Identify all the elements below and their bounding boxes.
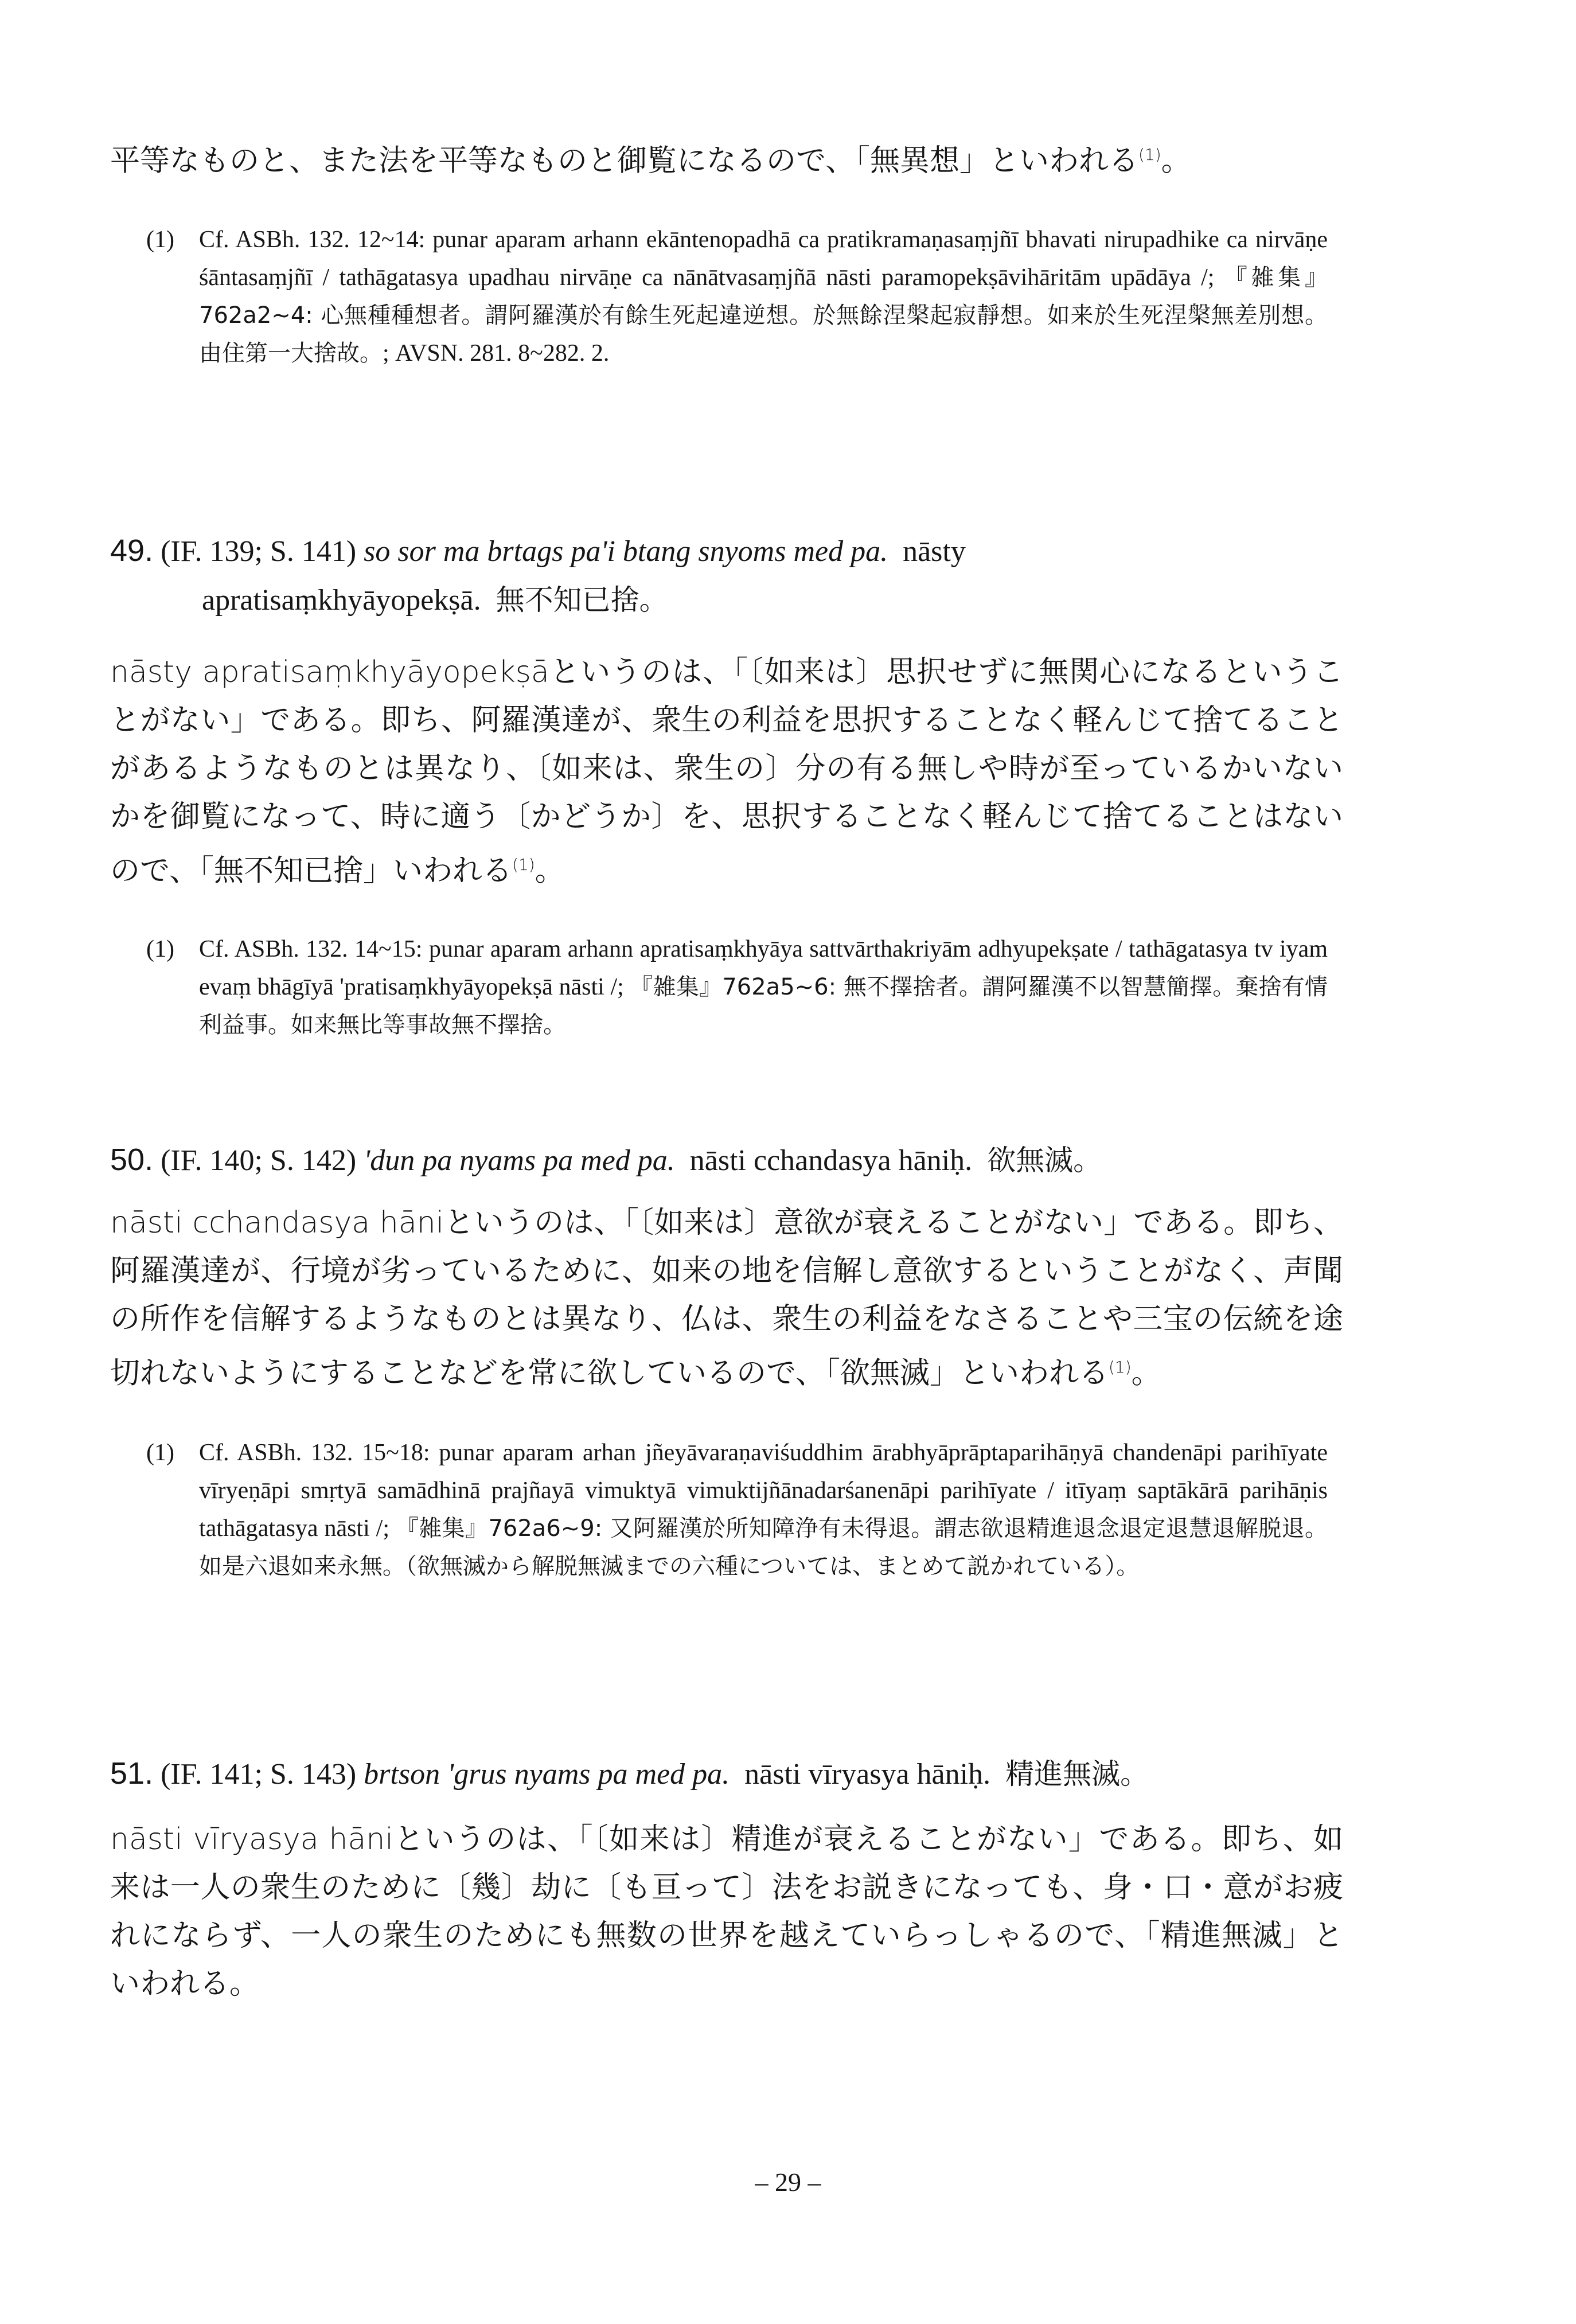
body-paragraph-49 [110, 648, 1343, 895]
footnote-1 [146, 221, 1328, 372]
paragraph-text: nāsti vīryasya hāniというのは、「〔如来は〕精進が衰えることがない」である。即ち、如来は一人の衆生のために〔幾〕劫に〔も亘って〕法をお説きになっても、身・口・意がお疲れにならず、一人の衆生のためにも無数の世界を越えていらっしゃるので、「精進無滅」といわれる。 [110, 1822, 1343, 2001]
tibetan-term: 'dun pa nyams pa med pa. [364, 1144, 675, 1177]
footnote-latin: Cf. ASBh. 132. 12~14: punar aparam arhann ekāntenopadhā ca pratikramaṇasaṃjñī bhavati nirupadhike ca nirvāṇe śāntasaṃjñī / tathāgatasya upadhau nirvāṇe ca nānātvasaṃjñā nāsti paramopekṣāvihāritām upādāya /; [199, 227, 1328, 291]
paragraph-end: 。 [1131, 1356, 1161, 1391]
footnote-latin-tail: ; AVSN. 281. 8~282. 2. [383, 340, 610, 366]
section-heading-49 [110, 527, 1372, 625]
tibetan-term: brtson 'grus nyams pa med pa. [364, 1758, 730, 1791]
sanskrit-term-cont: apratisaṃkhyāyopekṣā. [202, 584, 481, 617]
section-number: 50. [110, 1142, 154, 1177]
section-heading-50 [110, 1136, 1372, 1185]
footnote-mark: (1) [146, 227, 174, 253]
sanskrit-term: nāsti cchandasya hāniḥ. [689, 1144, 973, 1177]
paragraph-end: 。 [535, 853, 565, 888]
paragraph-text: nāsti cchandasya hāniというのは、「〔如来は〕意欲が衰えることがない」である。即ち、阿羅漢達が、行境が劣っているために、如来の地を信解し意欲するということがなく、声聞の所作を信解するようなものとは異なり、仏は、衆生の利益をなさることや三宝の伝統を途切れないようにすることなどを常に欲しているので、「欲無滅」といわれる [110, 1206, 1343, 1391]
section-ref: (IF. 139; S. 141) [161, 535, 357, 568]
page-number: – 29 – [755, 2167, 821, 2197]
footnote-chinese: 『雑集』762a2~4: 心無種種想者。謂阿羅漢於有餘生死起違逆想。於無餘涅槃起寂靜想。如来於生死涅槃無差別想。由住第一大捨故。 [199, 264, 1328, 366]
sanskrit-term: nāsty [903, 535, 966, 568]
chinese-term: 精進無滅。 [1005, 1757, 1149, 1791]
body-paragraph-50 [110, 1199, 1343, 1397]
footnote-2 [146, 930, 1328, 1044]
footnote-chinese: 『雑集』762a5~6: 無不擇捨者。謂阿羅漢不以智慧簡擇。棄捨有情利益事。如来無比等事故無不擇捨。 [199, 974, 1328, 1038]
intro-text: 平等なものと、また法を平等なものと御覧になるので、「無異想」といわれる [110, 143, 1138, 178]
sanskrit-term: nāsti vīryasya hāniḥ. [744, 1758, 991, 1791]
footnote-mark: (1) [146, 936, 174, 962]
chinese-term: 欲無滅。 [987, 1144, 1102, 1177]
footnote-ref: (1) [1138, 145, 1161, 164]
intro-end: 。 [1161, 143, 1191, 178]
body-paragraph-51 [110, 1815, 1343, 2008]
footnote-latin: Cf. ASBh. 132. 14~15: punar aparam arhann apratisaṃkhyāya sattvārthakriyām adhyupekṣate / tathāgatasya tv iyam evaṃ bhāgīyā 'pratisaṃkhyāyopekṣā nāsti /; [199, 936, 1328, 1000]
paragraph-text: nāsty apratisaṃkhyāyopekṣāというのは、「〔如来は〕思択せずに無関心になるということがない」である。即ち、阿羅漢達が、衆生の利益を思択することなく軽んじて捨てることがあるようなものとは異なり、〔如来は、衆生の〕分の有る無しや時が至っているかいないかを御覧になって、時に適う〔かどうか〕を、思択することなく軽んじて捨てることはないので、「無不知已捨」いわれる [110, 655, 1343, 888]
footnote-ref: (1) [1108, 1358, 1132, 1377]
chinese-term: 無不知已捨。 [496, 583, 668, 617]
section-ref: (IF. 140; S. 142) [161, 1144, 357, 1177]
footnote-latin: Cf. ASBh. 132. 15~18: punar aparam arhan jñeyāvaraṇaviśuddhim ārabhyāprāptaparihāṇyā chandenāpi parihīyate vīryeṇāpi smṛtyā samādhinā prajñayā vimuktyā vimuktijñānadarśanenāpi parihīyate / itīyaṃ saptākārā parihāṇis tathāgatasya nāsti /; [199, 1440, 1328, 1542]
section-heading-51 [110, 1749, 1372, 1799]
intro-paragraph [110, 131, 1343, 185]
footnote-ref: (1) [512, 855, 535, 874]
footnote-mark: (1) [146, 1440, 174, 1466]
footnote-3 [146, 1434, 1328, 1585]
section-number: 49. [110, 533, 154, 568]
section-ref: (IF. 141; S. 143) [161, 1758, 357, 1791]
tibetan-term: so sor ma brtags pa'i btang snyoms med pa. [364, 535, 888, 568]
section-number: 51. [110, 1756, 154, 1791]
footnote-chinese: 『雑集』762a6~9: 又阿羅漢於所知障浄有未得退。謂志欲退精進退念退定退慧退解脱退。如是六退如来永無。（欲無滅から解脱無滅までの六種については、まとめて説かれている）。 [199, 1515, 1328, 1580]
